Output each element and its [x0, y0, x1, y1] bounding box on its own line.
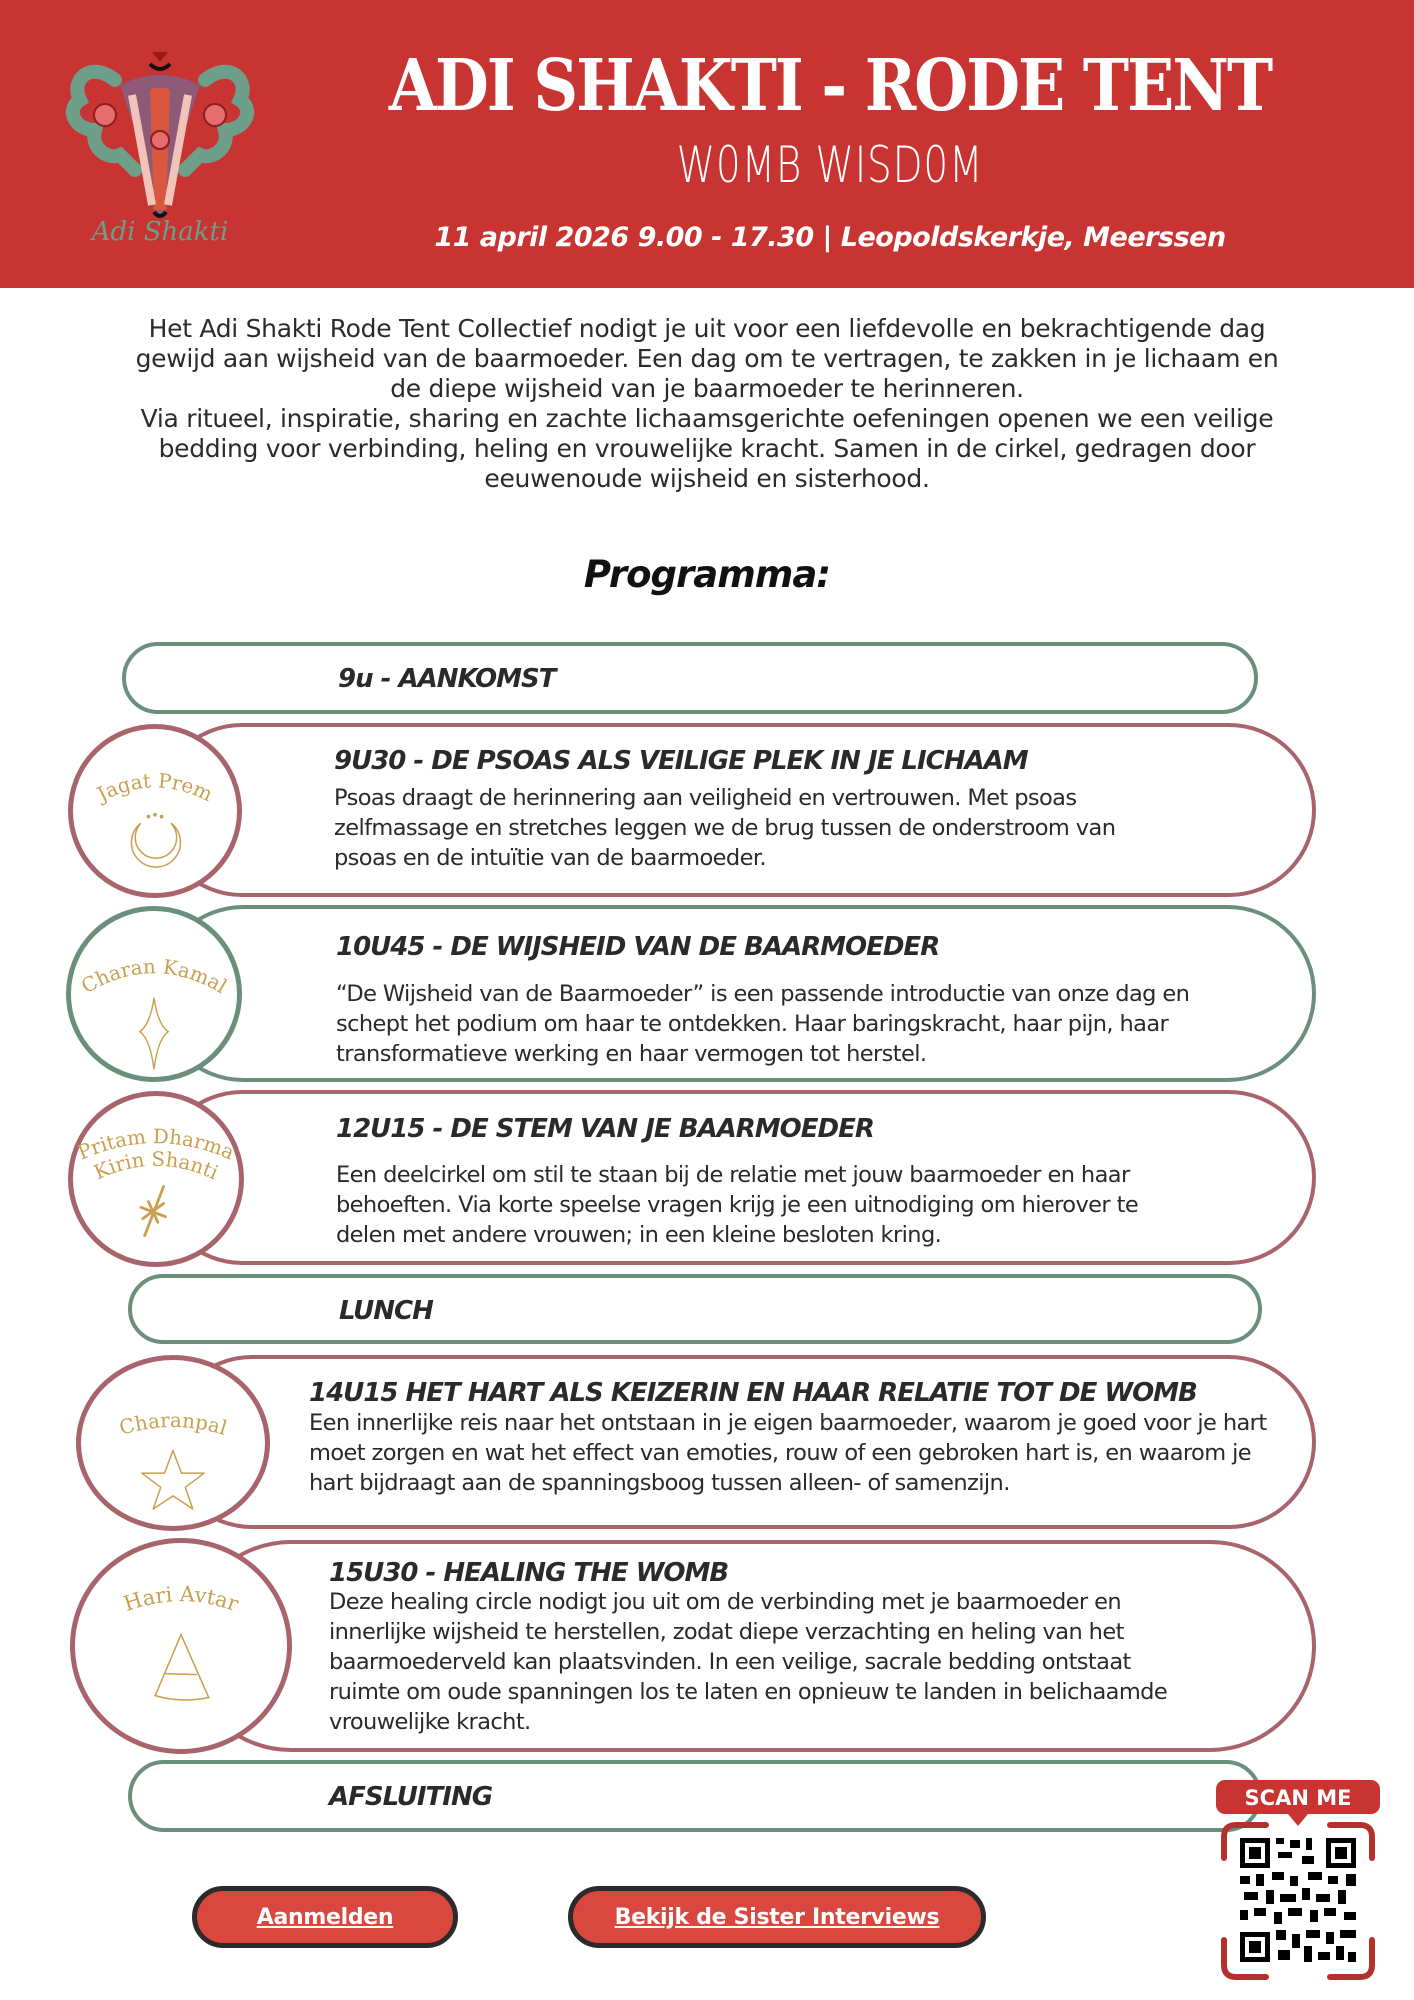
intro-paragraph-1: Het Adi Shakti Rode Tent Collectief nodigt je uit voor een liefdevolle en bekrachtigende dag gewijd aan wijsheid van de baarmoeder. Een dag om te vertragen, te zakken in je lichaam en de diepe wijsheid van je baarmoeder te herinneren. [135, 314, 1279, 403]
intro-text [120, 314, 1294, 494]
arrival-title: 9u - AANKOMST [338, 664, 556, 694]
svg-text:Adi Shakti: Adi Shakti [91, 217, 229, 247]
program-item-session [185, 1540, 1316, 1752]
scan-me-label: SCAN ME [1244, 1786, 1352, 1810]
header-banner [0, 0, 1414, 288]
session-title: 12U15 - DE STEM VAN JE BAARMOEDER [336, 1114, 874, 1144]
sister-interviews-button[interactable]: Bekijk de Sister Interviews [568, 1886, 986, 1948]
facilitator-badge [70, 1538, 292, 1754]
svg-text:Charan Kamal: Charan Kamal [77, 955, 231, 999]
session-title: 14U15 HET HART ALS KEIZERIN EN HAAR RELATIE TOT DE WOMB [309, 1378, 1197, 1408]
lunch-title: LUNCH [339, 1296, 433, 1326]
program-item-session [155, 905, 1316, 1082]
svg-text:Pritam Dharma: Pritam Dharma [74, 1125, 238, 1165]
facilitator-name: Jagat Prem [93, 769, 216, 807]
four-point-star-icon [140, 998, 168, 1070]
session-description: Een deelcirkel om stil te staan bij de relatie met jouw baarmoeder en haar behoeften. Via korte speelse vragen krijg je een uitnodiging om hierover te delen met andere vrouwen; in een kleine besloten kring. [336, 1162, 1139, 1248]
svg-text:Charanpal: Charanpal [116, 1408, 230, 1440]
sparkle-icon [141, 1187, 166, 1236]
program-item-session [155, 723, 1316, 897]
session-description: “De Wijsheid van de Baarmoeder” is een passende introductie van onze dag en schept het podium om haar te ontdekken. Haar baringskracht, haar pijn, haar transformatieve werking en haar vermogen tot herstel. [336, 981, 1190, 1067]
session-title: 9U30 - DE PSOAS ALS VEILIGE PLEK IN JE LICHAAM [334, 746, 1028, 776]
program-item-closing [128, 1760, 1262, 1832]
adi-shakti-logo [60, 40, 260, 250]
register-button[interactable]: Aanmelden [192, 1886, 458, 1948]
svg-text:Hari Avtar: Hari Avtar [120, 1582, 242, 1617]
svg-text:Kirin Shanti: Kirin Shanti [90, 1147, 222, 1185]
intro-paragraph-2: Via ritueel, inspiratie, sharing en zachte lichaamsgerichte oefeningen openen we een veilige bedding voor verbinding, heling en vrouwelijke kracht. Samen in de cirkel, gedragen door eeuwenoude wijsheid en sisterhood. [140, 404, 1274, 493]
crescent-moon-icon [131, 814, 180, 867]
event-date-location: 11 april 2026 9.00 - 17.30 | Leopoldskerkje, Meerssen [434, 222, 1226, 253]
event-title: ADI SHAKTI - RODE TENT [388, 43, 1272, 128]
program-item-lunch [128, 1274, 1262, 1344]
star-icon [142, 1451, 204, 1509]
qr-code-icon [1240, 1838, 1356, 1962]
session-description: Psoas draagt de herinnering aan veiligheid en vertrouwen. Met psoas zelfmassage en stretches leggen we de brug tussen de onderstroom van psoas en de intuïtie van de baarmoeder. [334, 785, 1116, 871]
session-title: 15U30 - HEALING THE WOMB [329, 1558, 729, 1588]
facilitator-badge [66, 906, 242, 1082]
closing-title: AFSLUITING [329, 1782, 493, 1812]
session-title: 10U45 - DE WIJSHEID VAN DE BAARMOEDER [336, 932, 940, 962]
facilitator-badge [68, 1091, 244, 1267]
womb-logo-icon [60, 40, 260, 250]
facilitator-badge [68, 724, 242, 898]
qr-code-block[interactable] [1216, 1780, 1380, 1985]
program-item-session [155, 1090, 1316, 1265]
event-subtitle: W0MB WISD0M [676, 136, 984, 194]
facilitator-badge [76, 1355, 270, 1531]
triangle-icon [155, 1635, 208, 1700]
session-description: Deze healing circle nodigt jou uit om de verbinding met je baarmoeder en innerlijke wijsheid te herstellen, zodat diepe verzachting en heling van het baarmoederveld kan plaatsvinden. In een veilige, sacrale bedding ontstaat ruimte om oude spanningen los te laten en opnieuw te landen in belichaamde vrouwelijke kracht. [329, 1589, 1168, 1735]
program-item-arrival [122, 642, 1258, 714]
program-item-session [165, 1355, 1316, 1529]
session-description: Een innerlijke reis naar het ontstaan in je eigen baarmoeder, waarom je goed voor je hart moet zorgen en wat het effect van emoties, rouw of een gebroken hart is, en waarom je hart bijdraagt aan de spanningsboog tussen alleen- of samenzijn. [309, 1410, 1267, 1496]
program-heading: Programma: [583, 553, 831, 596]
